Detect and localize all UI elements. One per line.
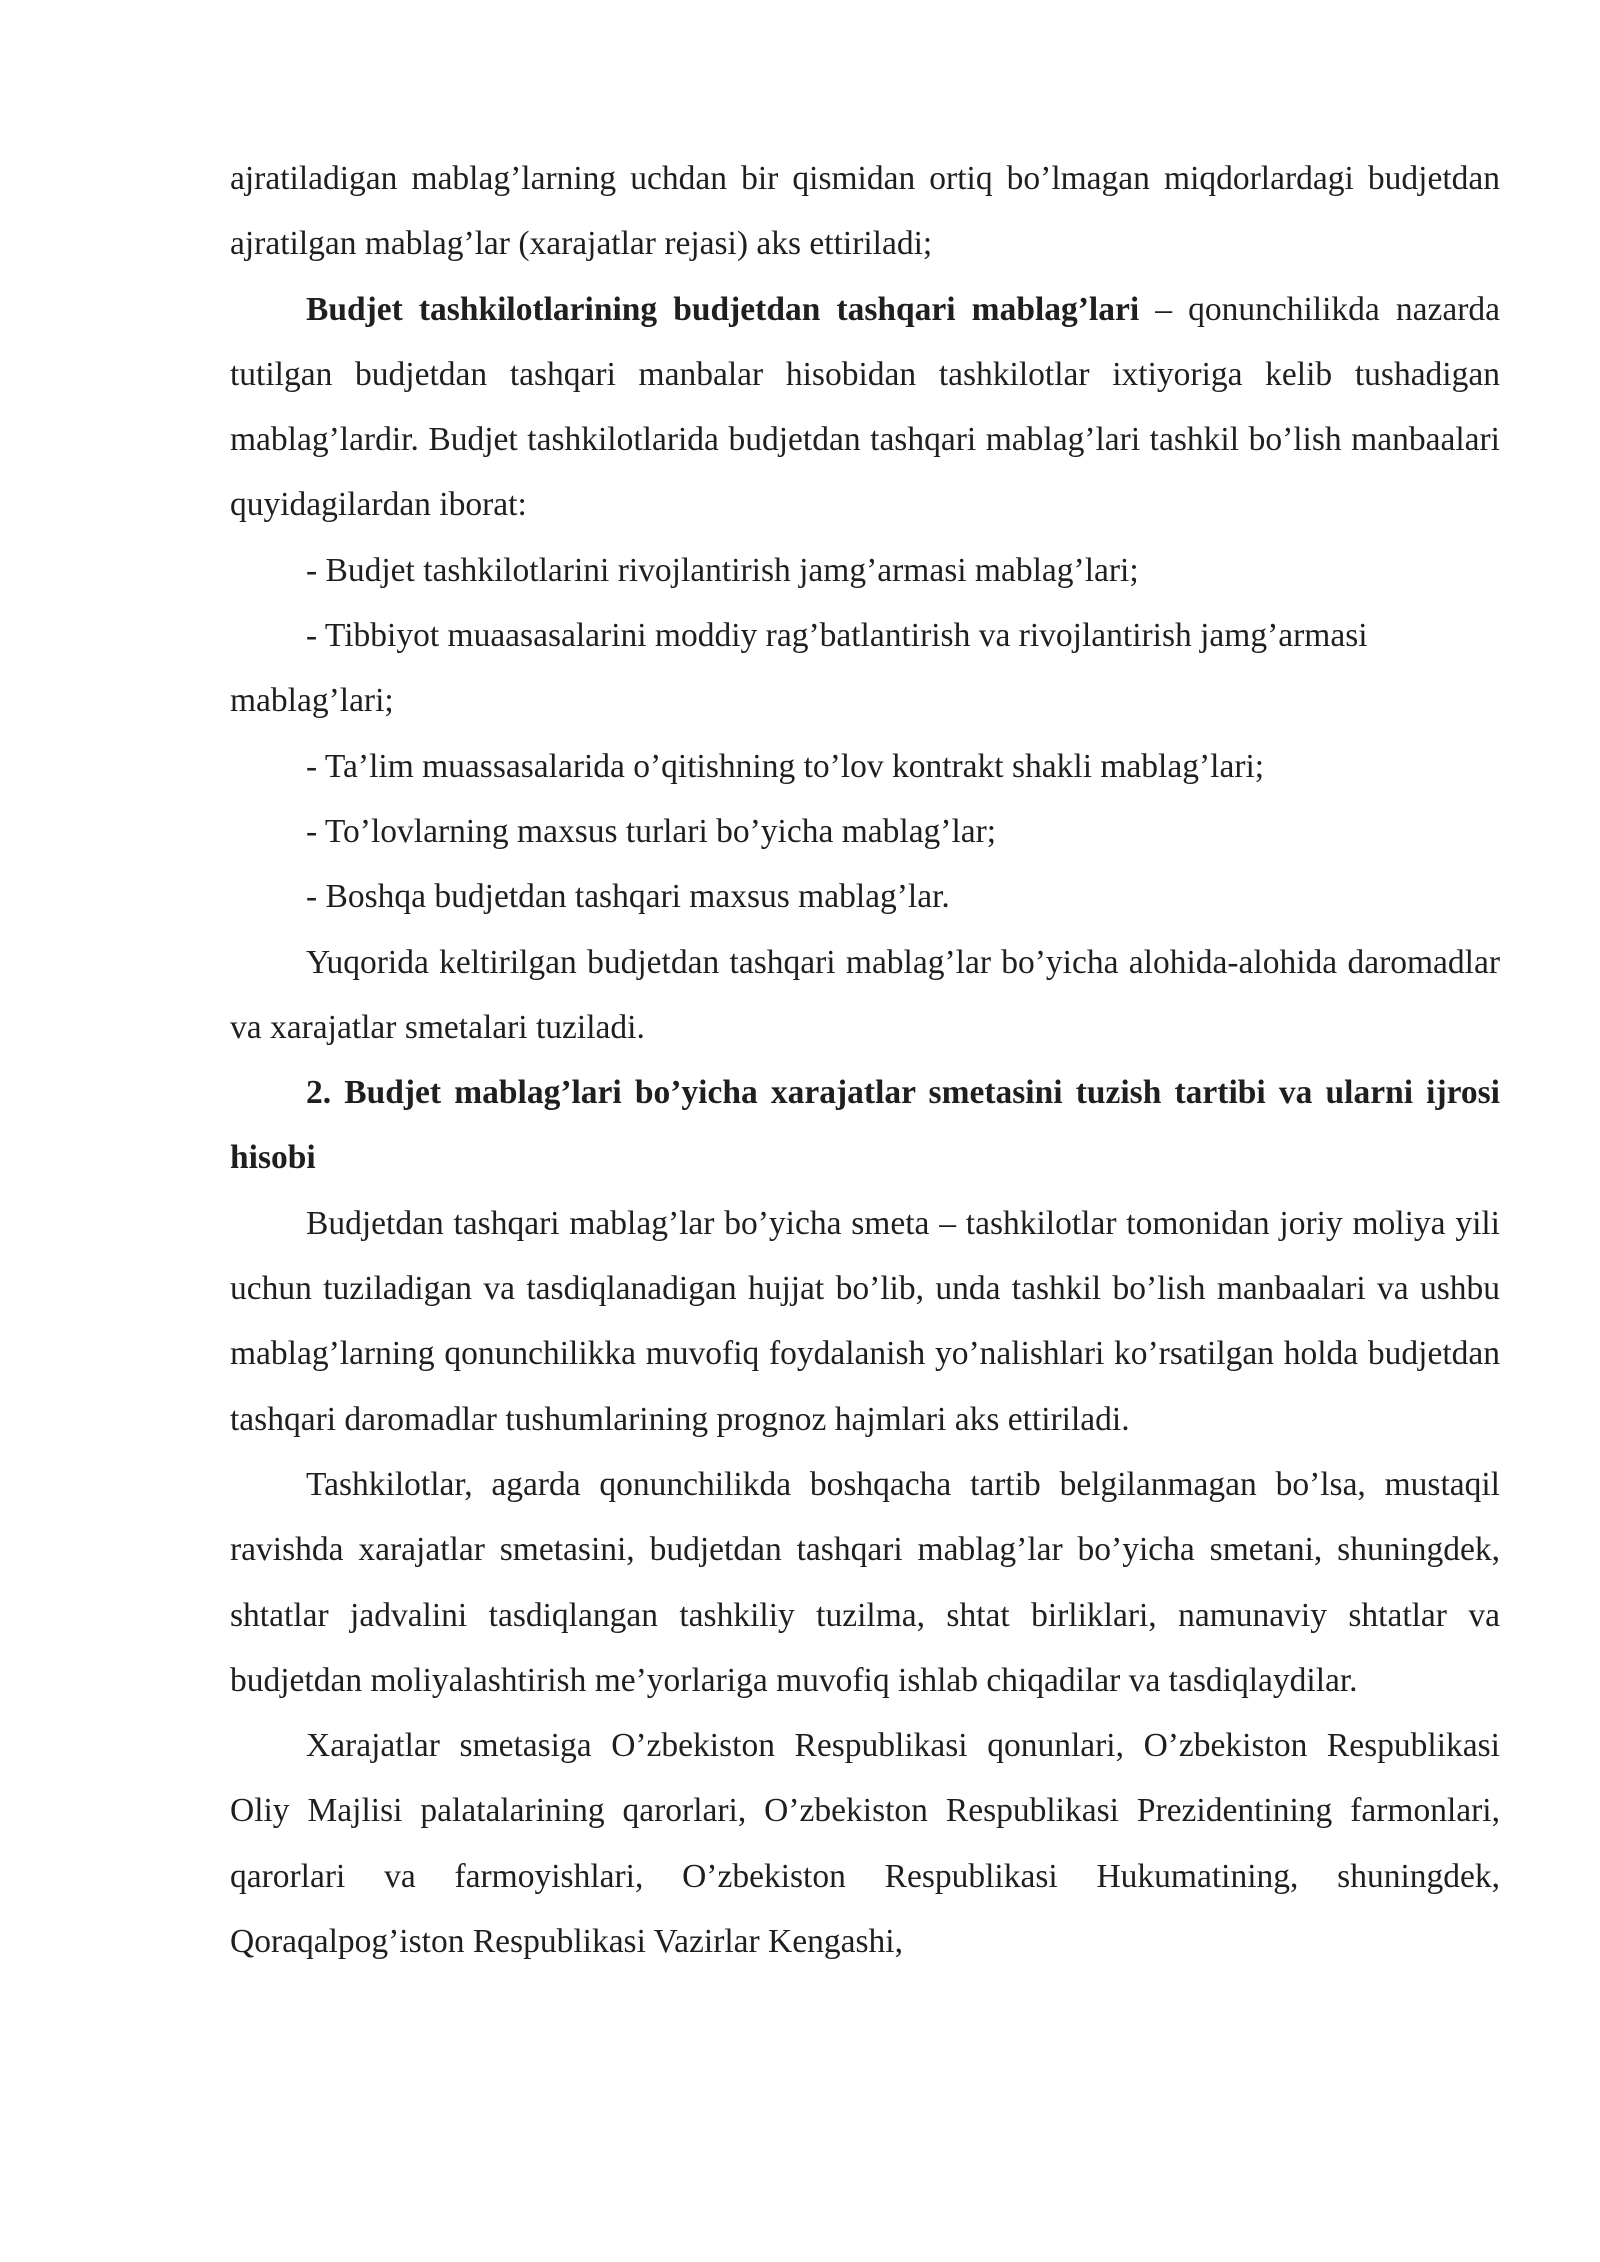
definition-term: Budjet tashkilotlarining budjetdan tashqari mablag’lari bbox=[306, 290, 1140, 328]
list-item: - Ta’lim muassasalarida o’qitishning to’lov kontrakt shakli mablag’lari; bbox=[306, 747, 1265, 785]
list-item: - Budjet tashkilotlarini rivojlantirish jamg’armasi mablag’lari; bbox=[306, 551, 1139, 589]
list-item: - Tibbiyot muaasasalarini moddiy rag’batlantirish va rivojlantirish jamg’armasi mablag’lari; bbox=[230, 617, 1368, 720]
list-item: - Boshqa budjetdan tashqari maxsus mablag’lar. bbox=[306, 878, 950, 916]
paragraph-continuation: ajratiladigan mablag’larning uchdan bir qismidan ortiq bo’lmagan miqdorlardagi budjetdan ajratilgan mablag’lar (xarajatlar rejasi) aks ettiriladi; bbox=[230, 160, 1500, 263]
definition-text: – qonunchilikda nazarda tutilgan budjetdan tashqari manbalar hisobidan tashkilotlar ixtiyoriga kelib tushadigan mablag’lardir. Budjet tashkilotlarida budjetdan tashqari mablag’lari tashkil bo’lish manbaalari quyidagilardan iborat: bbox=[230, 290, 1500, 524]
paragraph-smeta: Budjetdan tashqari mablag’lar bo’yicha smeta – tashkilotlar tomonidan joriy moliya yili uchun tuziladigan va tasdiqlanadigan hujjat bo’lib, unda tashkil bo’lish manbaalari va ushbu mablag’larning qonunchilikka muvofiq foydalanish yo’nalishlari ko’rsatilgan holda budjetdan tashqari daromadlar tushumlarining prognoz hajmlari aks ettiriladi. bbox=[230, 1204, 1500, 1438]
paragraph-definition bbox=[230, 277, 1500, 538]
paragraph-summary: Yuqorida keltirilgan budjetdan tashqari mablag’lar bo’yicha alohida-alohida daromadlar va xarajatlar smetalari tuziladi. bbox=[230, 943, 1500, 1046]
document-page bbox=[230, 146, 1500, 1974]
list-item: - To’lovlarning maxsus turlari bo’yicha mablag’lar; bbox=[306, 812, 997, 850]
section-heading: 2. Budjet mablag’lari bo’yicha xarajatlar smetasini tuzish tartibi va ularni ijrosi hisobi bbox=[230, 1074, 1500, 1177]
paragraph-organizations: Tashkilotlar, agarda qonunchilikda boshqacha tartib belgilanmagan bo’lsa, mustaqil ravishda xarajatlar smetasini, budjetdan tashqari mablag’lar bo’yicha smetani, shuningdek, shtatlar jadvalini tasdiqlangan tashkiliy tuzilma, shtat birliklari, namunaviy shtatlar va budjetdan moliyalashtirish me’yorlariga muvofiq ishlab chiqadilar va tasdiqlaydilar. bbox=[230, 1465, 1500, 1699]
paragraph-expenses: Xarajatlar smetasiga O’zbekiston Respublikasi qonunlari, O’zbekiston Respublikasi Oliy Majlisi palatalarining qarorlari, O’zbekiston Respublikasi Prezidentining farmonlari, qarorlari va farmoyishlari, O’zbekiston Respublikasi Hukumatining, shuningdek, Qoraqalpog’iston Respublikasi Vazirlar Kengashi, bbox=[230, 1727, 1500, 1961]
